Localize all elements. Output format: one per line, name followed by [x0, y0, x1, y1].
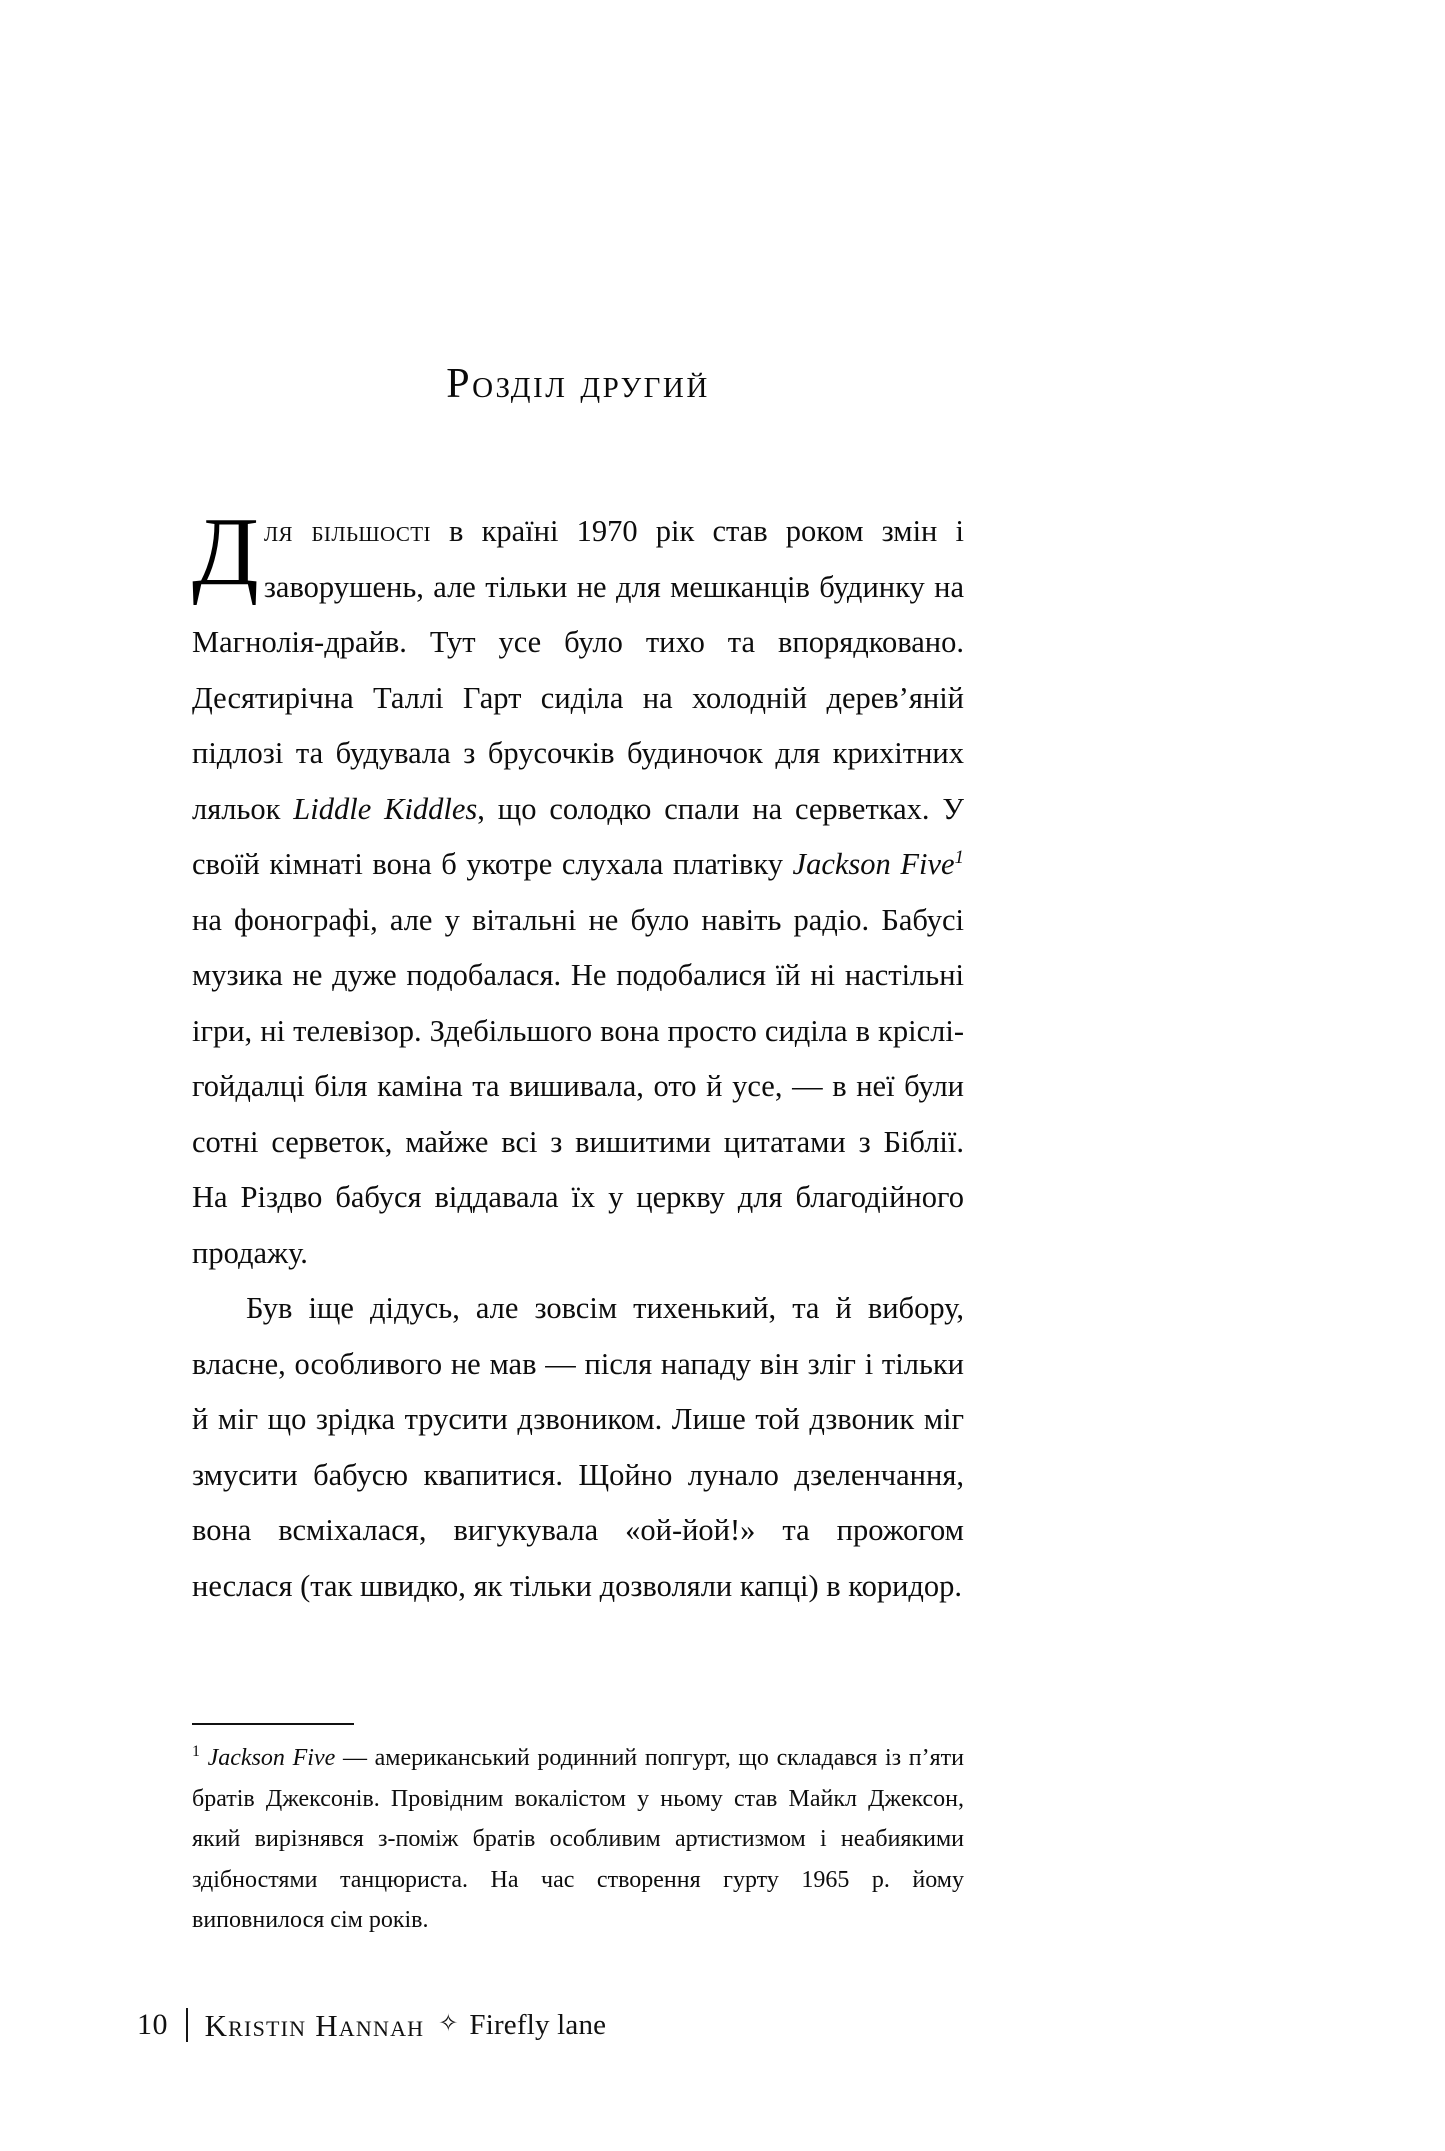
body-copy — [192, 498, 965, 1614]
sparkle-ornament-icon: ✧ — [438, 2011, 459, 2037]
drop-cap: Д — [192, 498, 259, 607]
page-number: 10 — [137, 2008, 168, 2041]
footnote-separator-rule — [192, 1723, 354, 1725]
chapter-title: Розділ другий — [446, 361, 710, 407]
text-column — [192, 0, 964, 1614]
running-footer — [137, 2008, 606, 2042]
lead-words: ля більшості — [263, 514, 431, 549]
paragraph-1-run-2: , що солодко спали на серветках. У своїй кімнаті вона б укотре слухала платівку — [192, 791, 964, 882]
footer-divider — [186, 2008, 188, 2042]
title-jackson-five: Jackson Five — [792, 847, 955, 882]
paragraph-2 — [192, 1281, 964, 1614]
footnote-reference-marker[interactable]: 1 — [954, 847, 964, 869]
footnote-term: Jackson Five — [207, 1745, 336, 1771]
paragraph-2-run-0: Був іще дідусь, але зовсім тихенький, та й вибору, власне, особливого не мав — після нападу він зліг і тільки й міг що зрідка трусити дзвоником. Лише той дзвоник міг змусити бабусю квапитися. Щойно лунало дзеленчання, вона всміхалася, вигукувала «ой-йой!» та прожогом неслася (так швидко, як тільки дозволяли капці) в коридор. — [192, 1291, 964, 1603]
footnote-number: 1 — [192, 1743, 200, 1760]
paragraph-1 — [192, 498, 965, 1281]
title-liddle-kiddles: Liddle Kiddles — [293, 791, 478, 826]
footer-book-title: Firefly lane — [469, 2008, 607, 2041]
paragraph-1-run-5: на фонографі, але у вітальні не було навіть радіо. Бабусі музика не дуже подобалася. Не подобалися їй ні настільні ігри, ні телевізор. Здебільшого вона просто сиділа в кріслі-гойдалці біля каміна та вишивала, ото й усе, — в неї були сотні серветок, майже всі з вишитими цитатами з Біблії. На Різдво бабуся віддавала їх у церкву для благодійного продажу. — [192, 902, 964, 1270]
footnote-body: — американський родинний попгурт, що складався із п’яти братів Джексонів. Провідним вокалістом у ньому став Майкл Джексон, який вирізнявся з-поміж братів особливим артистизмом і неабиякими здібностями танцюриста. На час створення гурту 1965 р. йому виповнилося сім років. — [192, 1745, 965, 1933]
footnote-block — [192, 1723, 964, 1941]
paragraph-1-run-0: в країні 1970 рік став роком змін і заворушень, але тільки не для мешканців будинку на Магнолія-драйв. Тут усе було тихо та впорядковано. Десятирічна Таллі Гарт сиділа на холодній дерев’яній підлозі та будувала з брусочків будиночок для крихітних ляльок — [192, 514, 965, 826]
footnote-text — [192, 1738, 964, 1941]
footer-author-name: Kristin Hannah — [204, 2007, 425, 2043]
